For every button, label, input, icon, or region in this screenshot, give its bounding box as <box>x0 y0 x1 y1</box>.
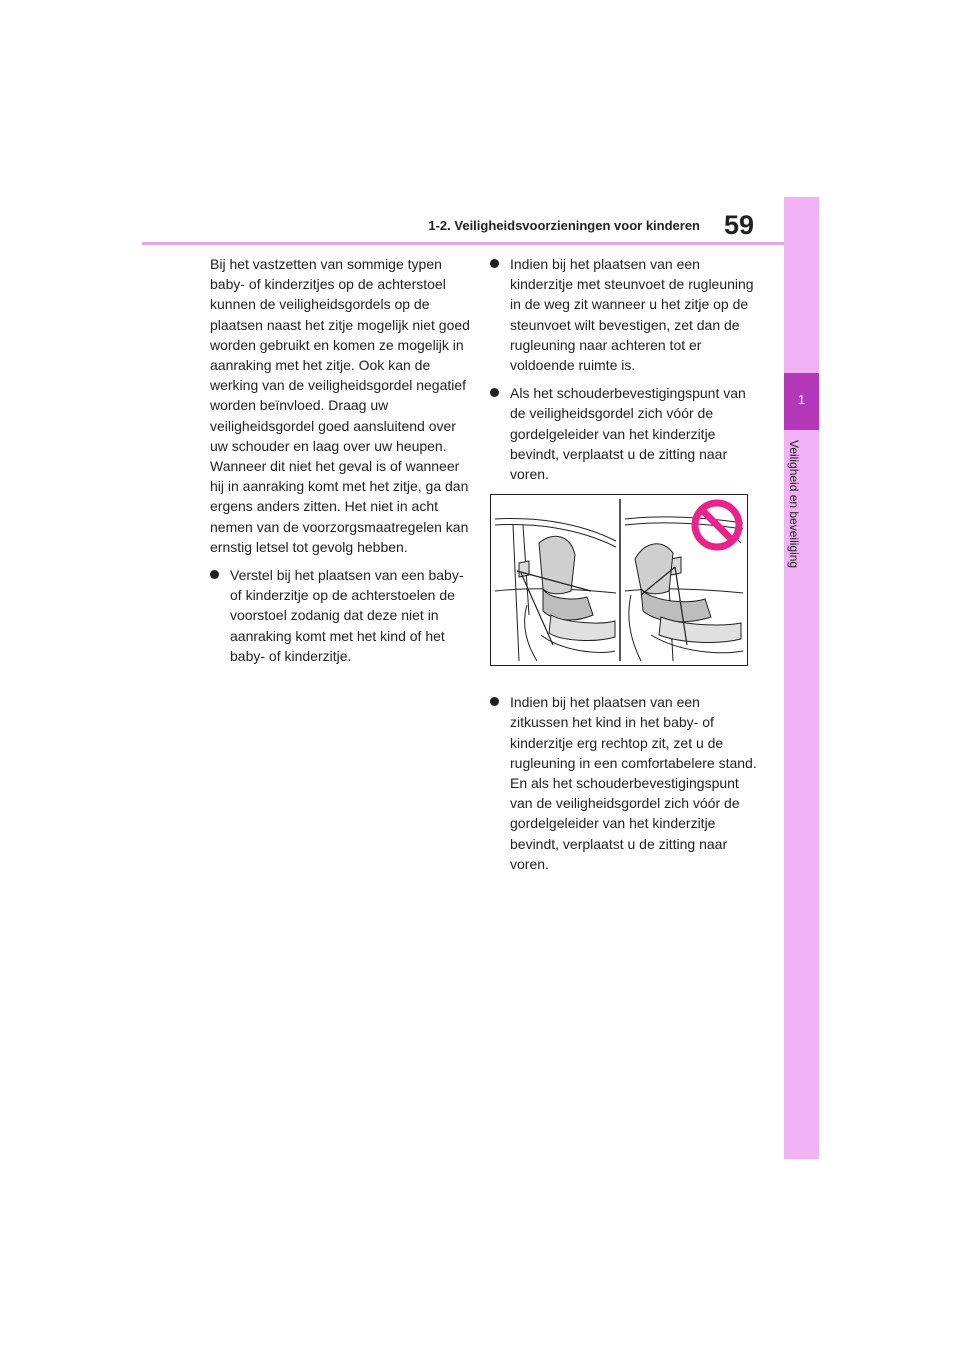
bullet-text: Verstel bij het plaatsen van een baby- of kinderzitje op de achterstoelen de voorstoel zodanig dat deze niet in aanraking komt met het kind of het baby- of kinderzitje. <box>230 567 464 664</box>
child-seat-incorrect-illustration <box>625 517 743 661</box>
bullet-item <box>490 383 758 484</box>
bullet-dot-icon <box>490 697 499 706</box>
section-title: 1-2. Veiligheidsvoorzieningen voor kinderen <box>428 218 700 233</box>
bullet-text: Als het schouderbevestigingspunt van de veiligheidsgordel zich vóór de gordelgeleider van het kinderzitje bevindt, verplaatst u de zitting naar voren. <box>510 385 746 483</box>
bullet-dot-icon <box>490 259 499 268</box>
intro-paragraph: Bij het vastzetten van sommige typen baby- of kinderzitjes op de achterstoel kunnen de veiligheidsgordels op de plaatsen naast het zitje mogelijk niet goed worden gebruikt en komen ze mogelijk in aanraking met het zitje. Ook kan de werking van de veiligheidsgordel negatief worden beïnvloed. Draag uw veiligheidsgordel goed aansluitend over uw schouder en laag over uw heupen. Wanneer dit niet het geval is of wanneer hij in aanraking komt met het zitje, ga dan ergens anders zitten. Het niet in acht nemen van de voorzorgsmaatregelen kan ernstig letsel tot gevolg hebben. <box>210 256 470 555</box>
prohibition-icon <box>695 503 739 547</box>
bullet-text: Indien bij het plaatsen van een zitkussen het kind in het baby- of kinderzitje erg rechtop zit, zet u de rugleuning in een comfortabelere stand. En als het schouderbevestigingspunt van de veiligheidsgordel zich vóór de gordelgeleider van het kinderzitje bevindt, verplaatst u de zitting naar voren. <box>510 694 757 872</box>
bullet-text: Indien bij het plaatsen van een kinderzitje met steunvoet de rugleuning in de weg zit wanneer u het zitje op de steunvoet wilt bevestigen, zet dan de rugleuning naar achteren tot er voldoende ruimte is. <box>510 256 754 374</box>
bullet-dot-icon <box>490 388 499 397</box>
left-column <box>210 254 472 674</box>
chapter-title: Veiligheid en beveiliging <box>787 440 801 569</box>
figure-illustration <box>491 495 746 664</box>
bullet-item <box>490 254 758 375</box>
bullet-item <box>210 565 472 666</box>
child-seat-correct-illustration <box>495 519 616 661</box>
bullet-dot-icon <box>210 570 219 579</box>
bullet-item <box>490 692 758 874</box>
chapter-number: 1 <box>797 392 806 407</box>
child-seat-figure <box>490 494 748 666</box>
page-number: 59 <box>723 210 755 240</box>
chapter-side-tab <box>784 197 819 1159</box>
header-rule <box>142 242 784 245</box>
